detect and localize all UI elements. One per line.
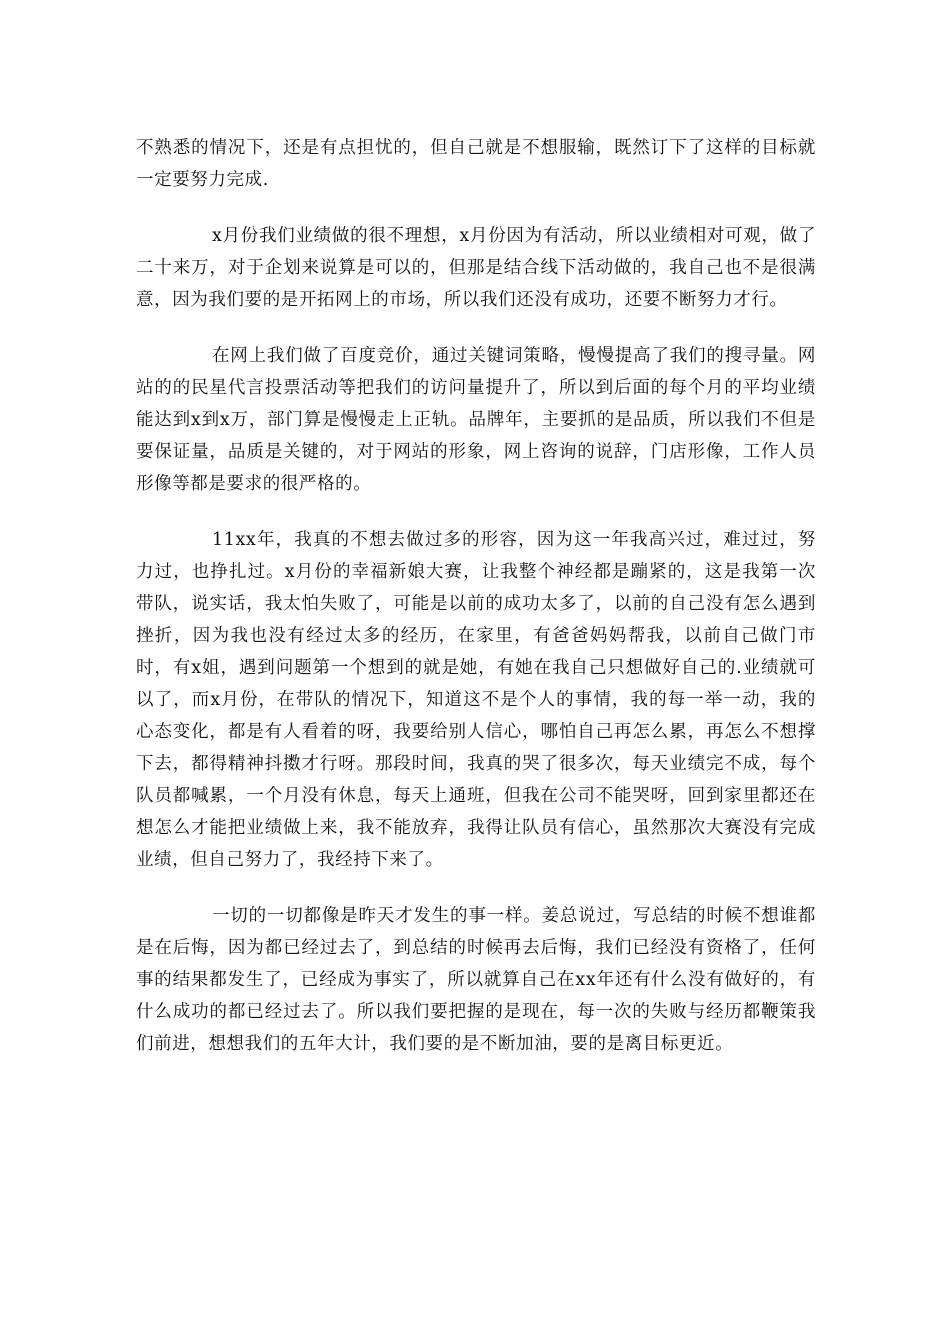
paragraph-5: 一切的一切都像是昨天才发生的事一样。姜总说过，写总结的时候不想谁都是在后悔，因为都已经过去了，到总结的时候再去后悔，我们已经没有资格了，任何事的结果都发生了，已经成为事实了，所以就算自己在xx年还有什么没有做好的，有什么成功的都已经过去了。所以我们要把握的是现在，每一次的失败与经历都鞭策我们前进，想想我们的五年大计，我们要的是不断加油，要的是离目标更近。 — [136, 906, 816, 1054]
paragraph-2: x月份我们业绩做的很不理想，x月份因为有活动，所以业绩相对可观，做了二十来万，对于企划来说算是可以的，但那是结合线下活动做的，我自己也不是很满意，因为我们要的是开拓网上的市场，所以我们还没有成功，还要不断努力才行。 — [136, 226, 816, 310]
paragraph-4: 11xx年，我真的不想去做过多的形容，因为这一年我高兴过，难过过，努力过，也挣扎过。x月份的幸福新娘大赛，让我整个神经都是蹦紧的，这是我第一次带队，说实话，我太怕失败了，可能是以前的成功太多了，以前的自己没有怎么遇到挫折，因为我也没有经过太多的经历，在家里，有爸爸妈妈帮我，以前自己做门市时，有x姐，遇到问题第一个想到的就是她，有她在我自己只想做好自己的.业绩就可以了，而x月份，在带队的情况下，知道这不是个人的事情，我的每一举一动，我的心态变化，都是有人看着的呀，我要给别人信心，哪怕自己再怎么累，再怎么不想撑下去，都得精神抖擞才行呀。那段时间，我真的哭了很多次，每天业绩完不成，每个队员都喊累，一个月没有休息，每天上通班，但我在公司不能哭呀，回到家里都还在想怎么才能把业绩做上来，我不能放弃，我得让队员有信心，虽然那次大赛没有完成业绩，但自己努力了，我经持下来了。 — [136, 530, 816, 870]
paragraph-3: 在网上我们做了百度竞价，通过关键词策略，慢慢提高了我们的搜寻量。网站的的民星代言投票活动等把我们的访问量提升了，所以到后面的每个月的平均业绩能达到x到x万，部门算是慢慢走上正轨。品牌年，主要抓的是品质，所以我们不但是要保证量，品质是关键的，对于网站的形象，网上咨询的说辞，门店形像，工作人员形像等都是要求的很严格的。 — [136, 346, 816, 494]
document-body — [136, 132, 816, 1084]
paragraph-1: 不熟悉的情况下，还是有点担忧的，但自己就是不想服输，既然订下了这样的目标就一定要努力完成. — [136, 138, 816, 190]
